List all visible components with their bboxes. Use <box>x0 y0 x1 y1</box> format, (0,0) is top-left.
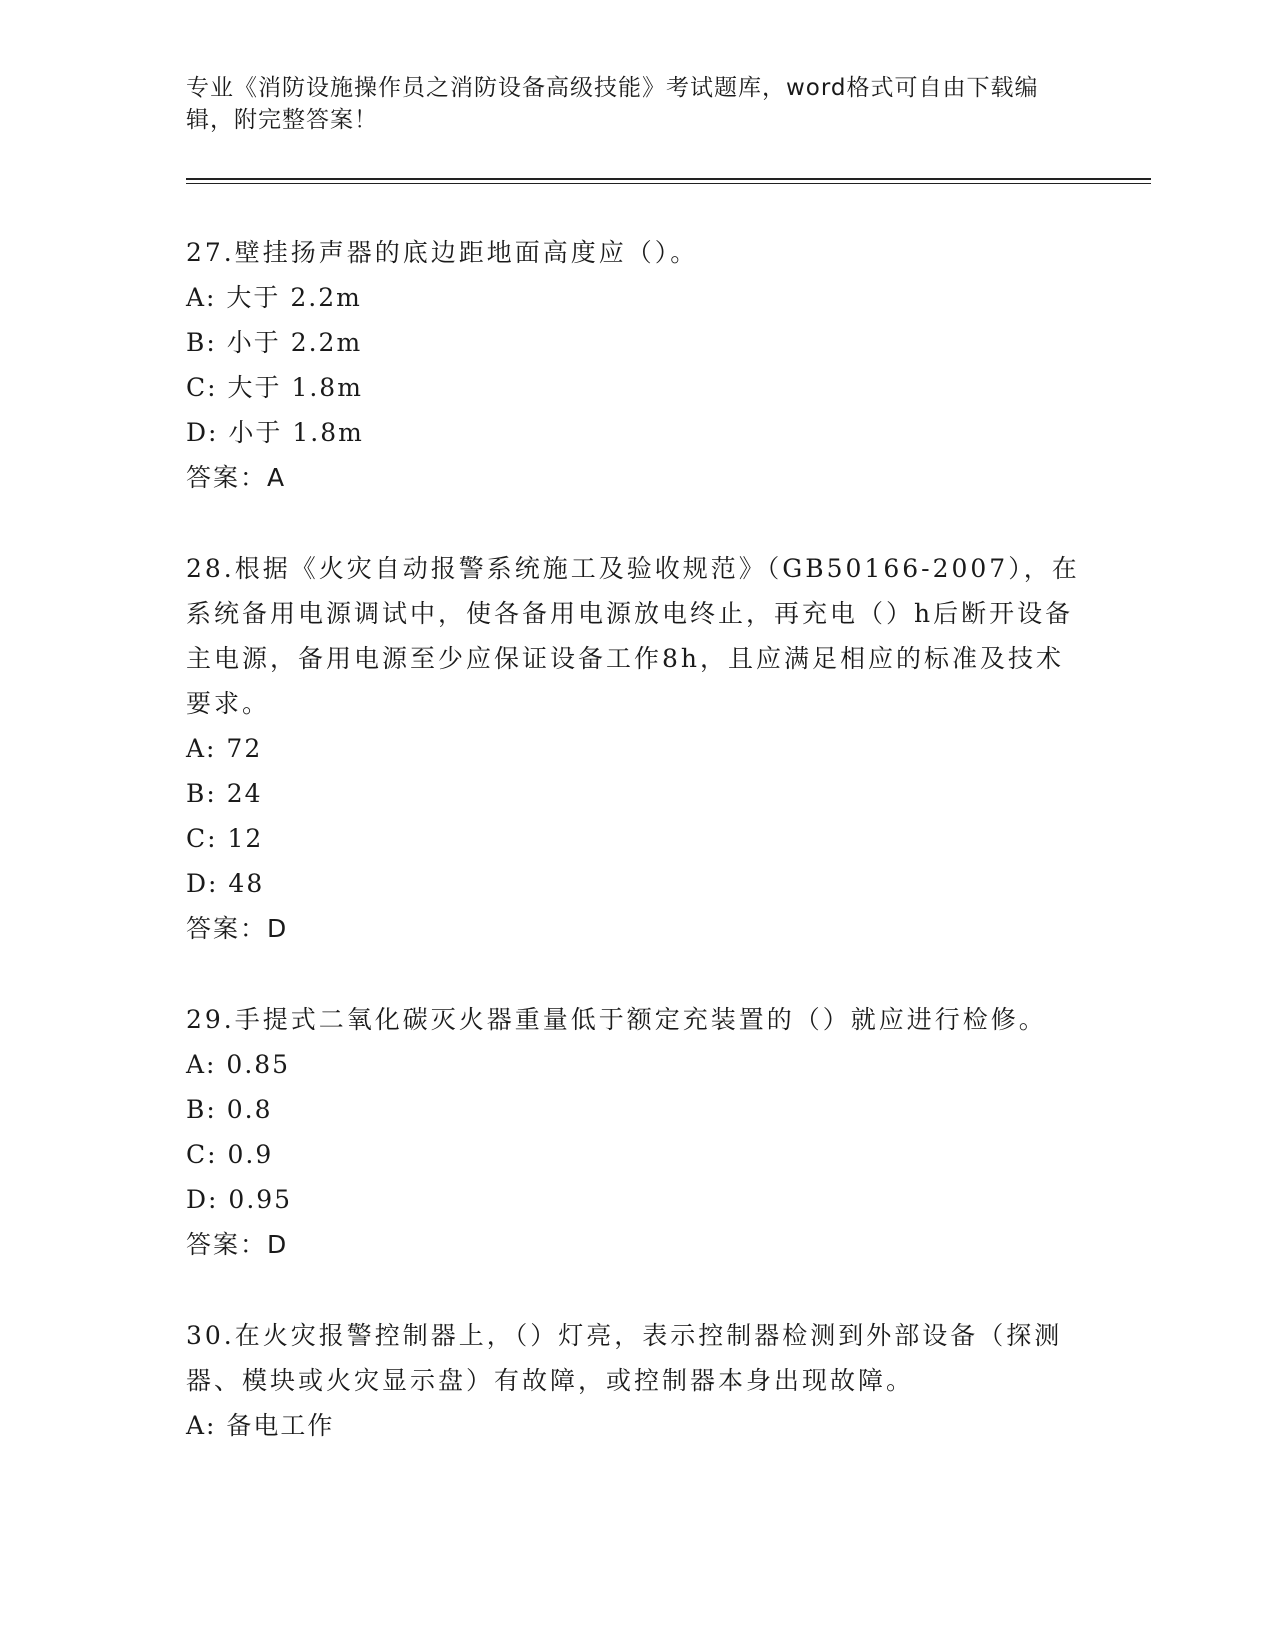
option-c: C: 0.9 <box>186 1140 274 1169</box>
answer-label: 答案：D <box>186 1230 289 1259</box>
option-d: D: 小于 1.8m <box>186 418 364 447</box>
option-a: A: 备电工作 <box>186 1411 335 1440</box>
question-list <box>186 230 1086 1494</box>
header-divider <box>186 178 1151 180</box>
option-c: C: 大于 1.8m <box>186 373 363 402</box>
question-27 <box>186 230 1086 500</box>
option-d: D: 0.95 <box>186 1185 293 1214</box>
option-b: B: 24 <box>186 779 263 808</box>
answer-label: 答案：A <box>186 463 287 492</box>
header-divider-thin <box>186 183 1151 184</box>
question-text: 30.在火灾报警控制器上，（）灯亮，表示控制器检测到外部设备（探测器、模块或火灾显示盘）有故障，或控制器本身出现故障。 <box>186 1321 1063 1395</box>
option-b: B: 0.8 <box>186 1095 273 1124</box>
option-b: B: 小于 2.2m <box>186 328 363 357</box>
question-30 <box>186 1313 1086 1448</box>
question-text: 29.手提式二氧化碳灭火器重量低于额定充装置的（）就应进行检修。 <box>186 1005 1047 1034</box>
question-text: 27.壁挂扬声器的底边距地面高度应（）。 <box>186 238 699 267</box>
option-a: A: 72 <box>186 734 263 763</box>
option-c: C: 12 <box>186 824 264 853</box>
document-header: 专业《消防设施操作员之消防设备高级技能》考试题库，word格式可自由下载编辑，附完整答案！ <box>186 75 1039 133</box>
answer-label: 答案：D <box>186 914 289 943</box>
option-a: A: 0.85 <box>186 1050 291 1079</box>
question-28 <box>186 546 1086 951</box>
option-d: D: 48 <box>186 869 265 898</box>
question-text: 28.根据《火灾自动报警系统施工及验收规范》（GB50166-2007），在系统备用电源调试中，使各备用电源放电终止，再充电（）h后断开设备主电源，备用电源至少应保证设备工作8h，且应满足相应的标准及技术要求。 <box>186 554 1080 718</box>
question-29 <box>186 997 1086 1267</box>
option-a: A: 大于 2.2m <box>186 283 362 312</box>
